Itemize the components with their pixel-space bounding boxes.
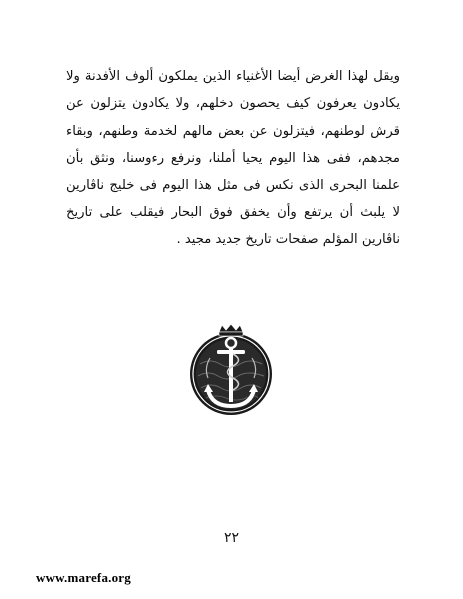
- anchor-emblem-icon: [186, 324, 276, 420]
- footer-url: www.marefa.org: [36, 570, 131, 585]
- page-number: ٢٢: [223, 530, 240, 546]
- body-paragraph: ويقل لهذا الغرض أيضا الأغنياء الذين يملكون ألوف الأفدنة ولا يكادون يعرفون كيف يحصون دخلهم، ولا يكادون يتزلون عن قرش لوطنهم، فيتزلون عن بعض مالهم لخدمة وطنهم، وبقاء مجدهم، ففى هذا اليوم يحيا أملنا، ونرفع رءوسنا، ونثق بأن علمنا البحرى الذى نكس فى مثل هذا اليوم فى خليج ناڤارين لا يلبث أن يرتفع وأن يخفق فوق البحار فيقلب على تاريخ ناڤارين المؤلم صفحات تاريخ جديد مجيد .: [66, 69, 400, 248]
